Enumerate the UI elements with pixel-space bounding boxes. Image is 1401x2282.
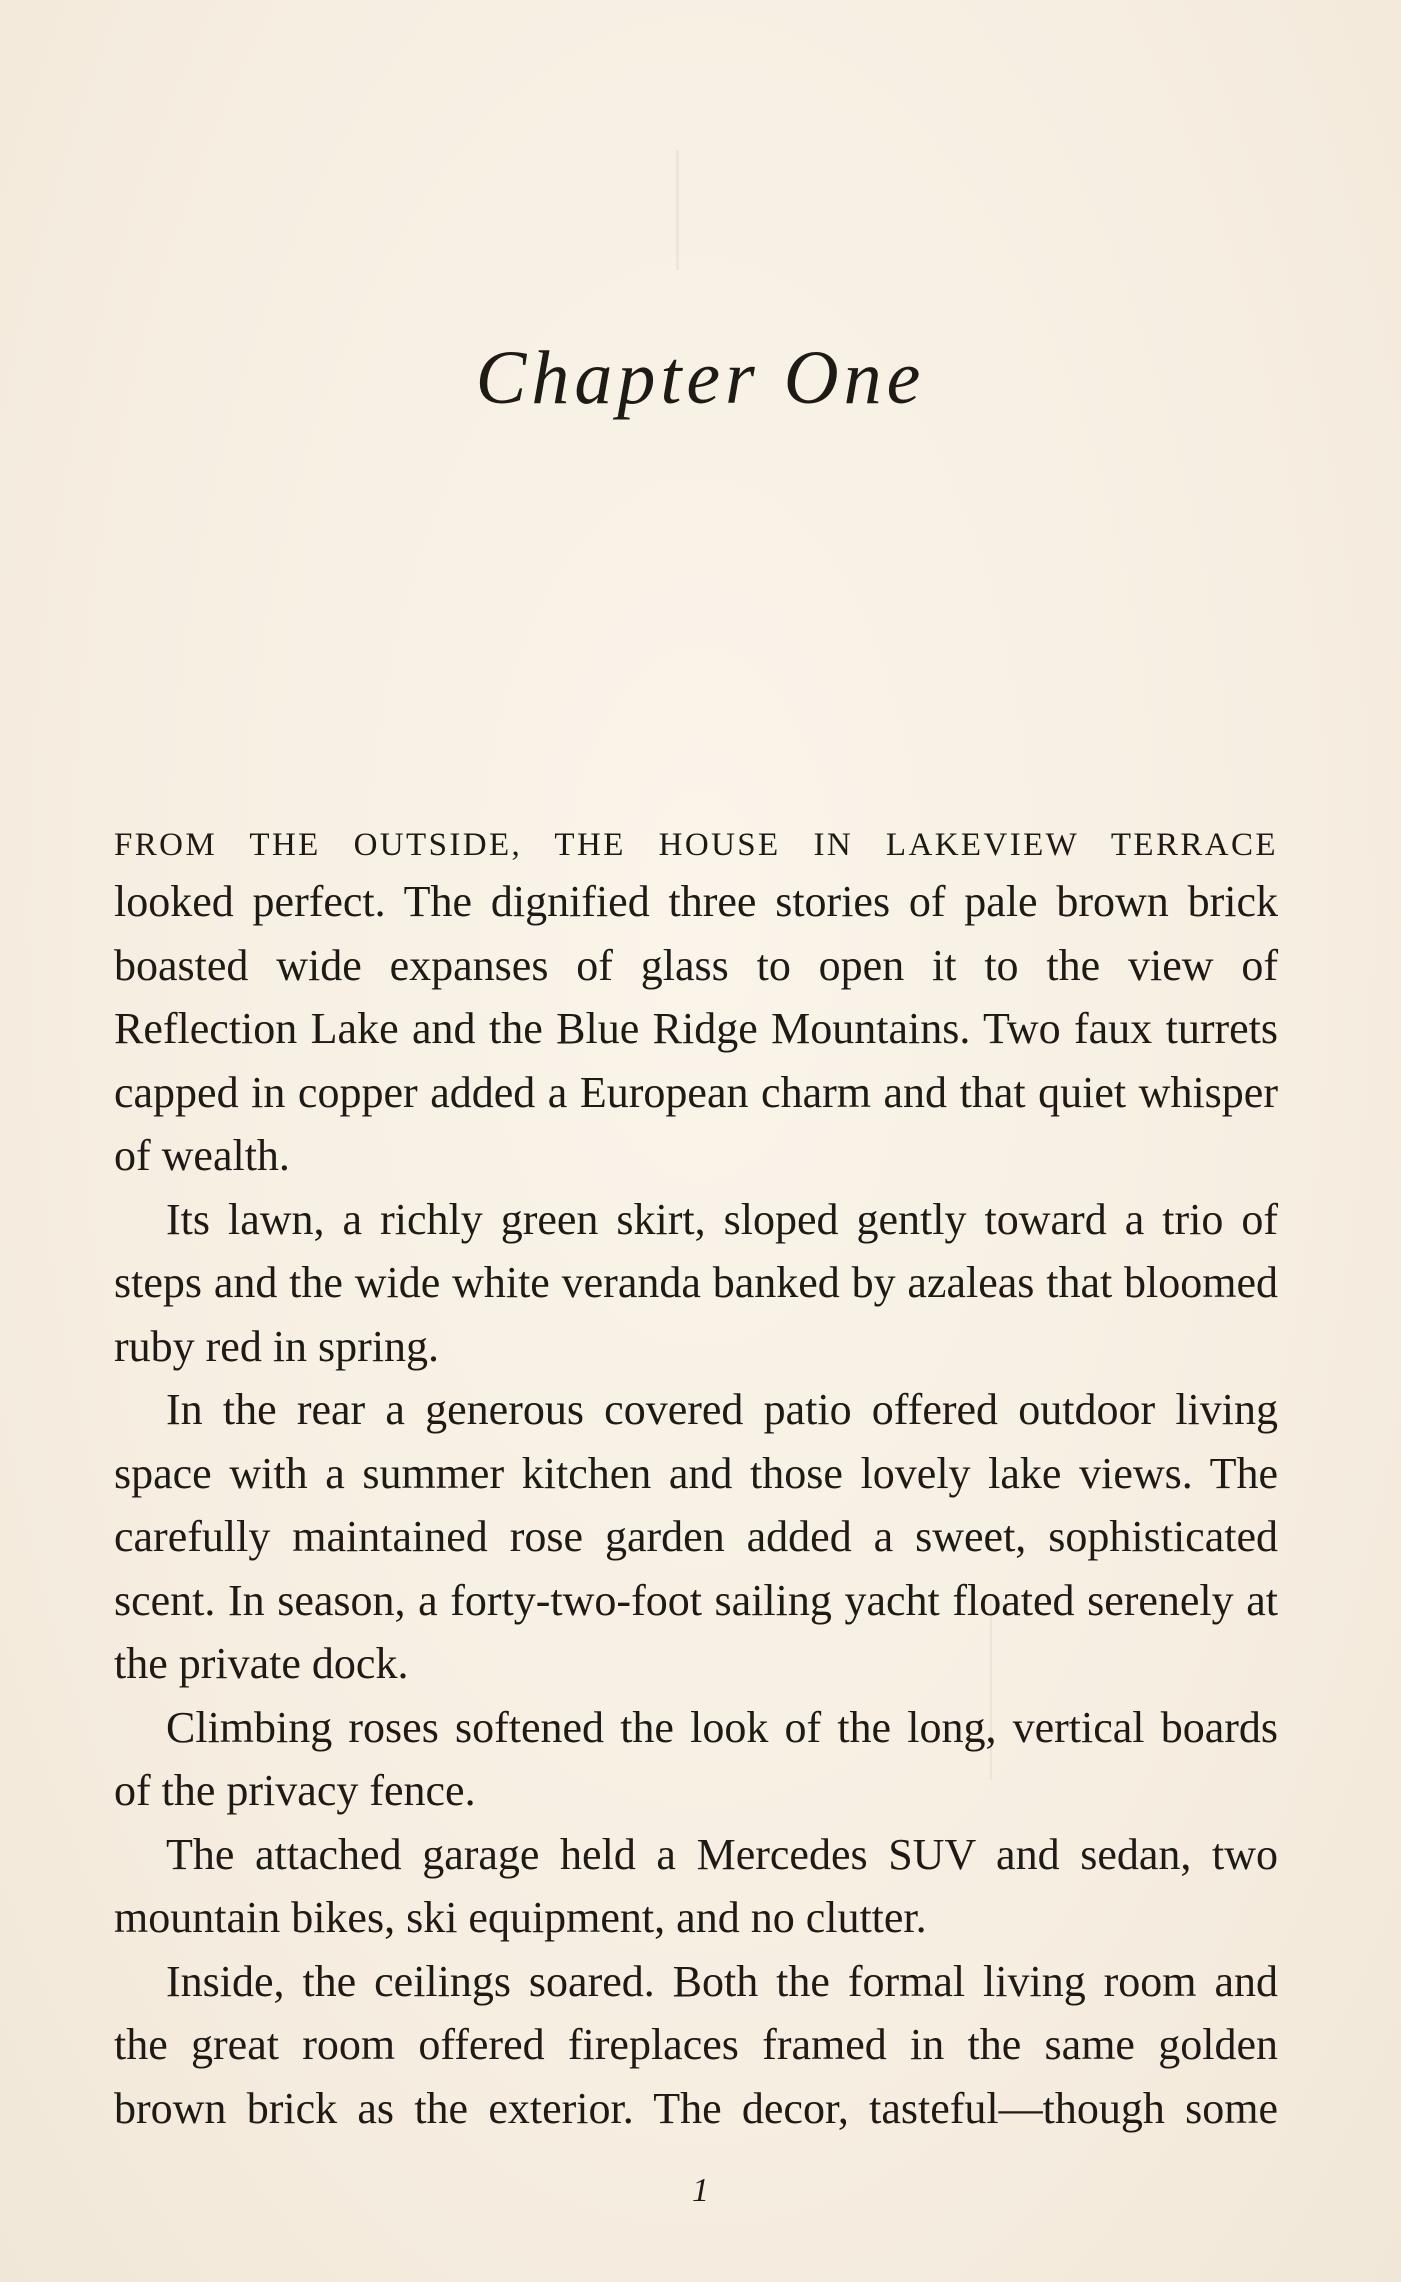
paragraph: looked perfect. The dignified three stories of pale brown brick boasted wide expanses of glass to open it to the view of Reflection Lake and the Blue Ridge Mountains. Two faux turrets capped in copper added a European charm and that quiet whisper of wealth. [114, 877, 1278, 1180]
opening-small-caps: FROM THE OUTSIDE, THE HOUSE IN LAKEVIEW TERRACE [114, 827, 1278, 863]
chapter-title: Chapter One [475, 336, 926, 420]
paragraph: Its lawn, a richly green skirt, sloped gently toward a trio of steps and the wide white veranda banked by azaleas that bloomed ruby red in spring. [114, 1194, 1278, 1371]
chapter-text [114, 820, 1278, 2140]
paragraph: The attached garage held a Mercedes SUV and sedan, two mountain bikes, ski equipment, and no clutter. [114, 1829, 1278, 1942]
page-number: 1 [692, 2172, 709, 2209]
paragraph: In the rear a generous covered patio offered outdoor living space with a summer kitchen and those lovely lake views. The carefully maintained rose garden added a sweet, sophisticated scent. In season, a forty-two-foot sailing yacht floated serenely at the private dock. [114, 1385, 1278, 1688]
paragraph: Climbing roses softened the look of the long, vertical boards of the privacy fence. [114, 1702, 1278, 1815]
paragraph: Inside, the ceilings soared. Both the formal living room and the great room offered fireplaces framed in the same golden brown brick as the exterior. The decor, tasteful—though some [114, 1956, 1278, 2133]
show-through-mark [676, 150, 679, 270]
